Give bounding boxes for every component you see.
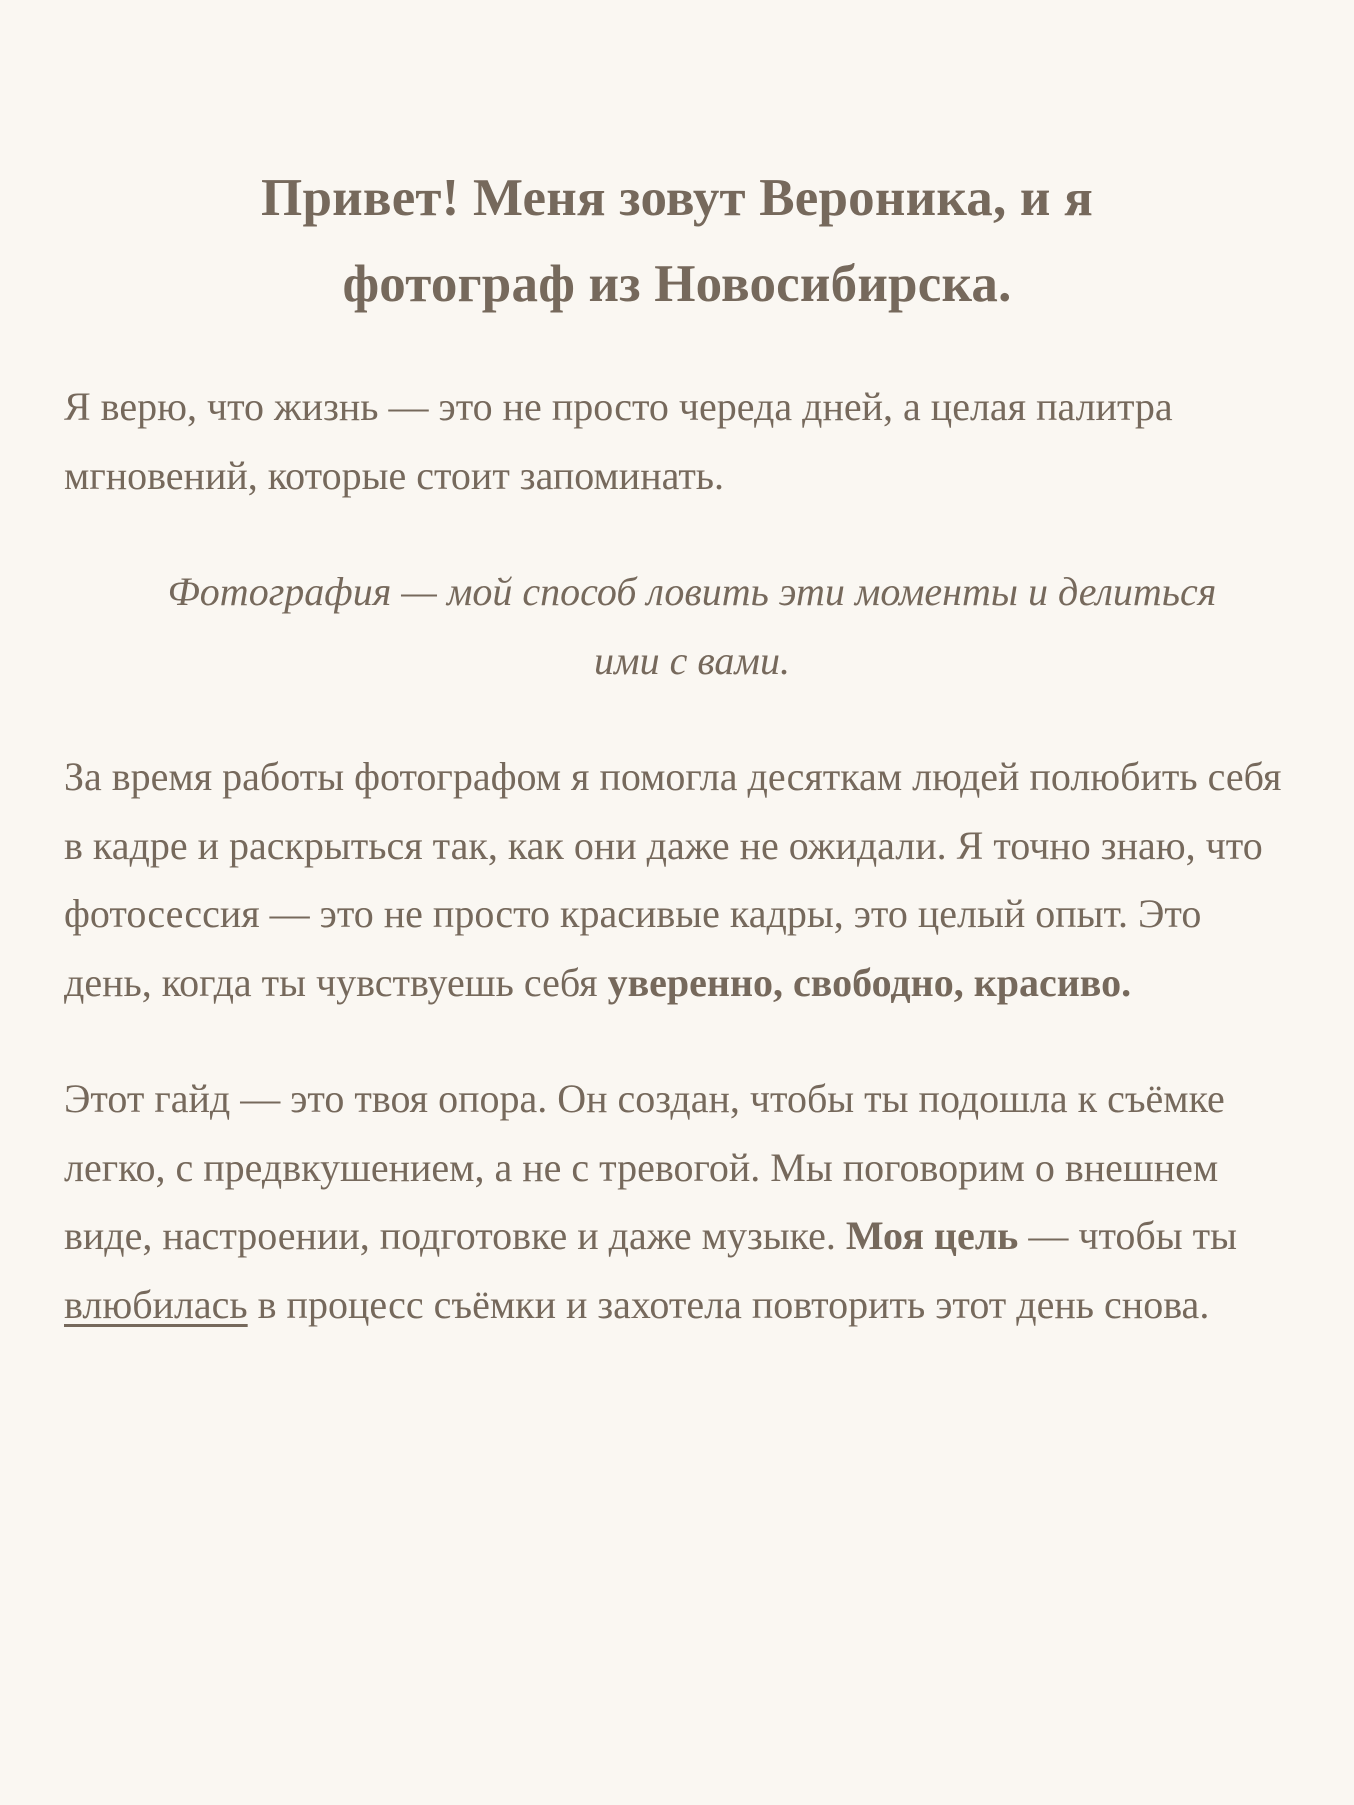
experience-emphasis: уверенно, свободно, красиво.	[607, 959, 1132, 1005]
guide-paragraph	[64, 1065, 1290, 1339]
title-line-2: фотограф из Новосибирска.	[342, 255, 1012, 313]
title-line-1: Привет! Меня зовут Вероника, и я	[261, 169, 1093, 227]
italic-quote: Фотография — мой способ ловить эти моменты и делиться ими с вами.	[167, 569, 1217, 683]
underlined-word: влюбилась	[64, 1281, 248, 1327]
guide-text-start: Этот гайд — это твоя опора. Он создан, чтобы ты подошла к съёмке легко, с предвкушением, а не с тревогой. Мы поговорим о внешнем виде, настроении, подготовке и даже музыке.	[64, 1076, 1225, 1258]
goal-label: Моя цель	[845, 1213, 1019, 1258]
intro-paragraph: Я верю, что жизнь — это не просто череда дней, а целая палитра мгновений, которые стоит запоминать.	[64, 384, 1173, 498]
guide-text-middle: — чтобы ты	[1018, 1213, 1237, 1258]
page-title	[64, 0, 1290, 327]
guide-text-end: в процесс съёмки и захотела повторить этот день снова.	[247, 1281, 1210, 1327]
experience-paragraph	[64, 743, 1290, 1017]
experience-text: За время работы фотографом я помогла десяткам людей полюбить себя в кадре и раскрыться так, как они даже не ожидали. Я точно знаю, что фотосессия — это не просто красивые кадры, это целый опыт. Это день, когда ты чувствуешь себя	[64, 754, 1282, 1005]
